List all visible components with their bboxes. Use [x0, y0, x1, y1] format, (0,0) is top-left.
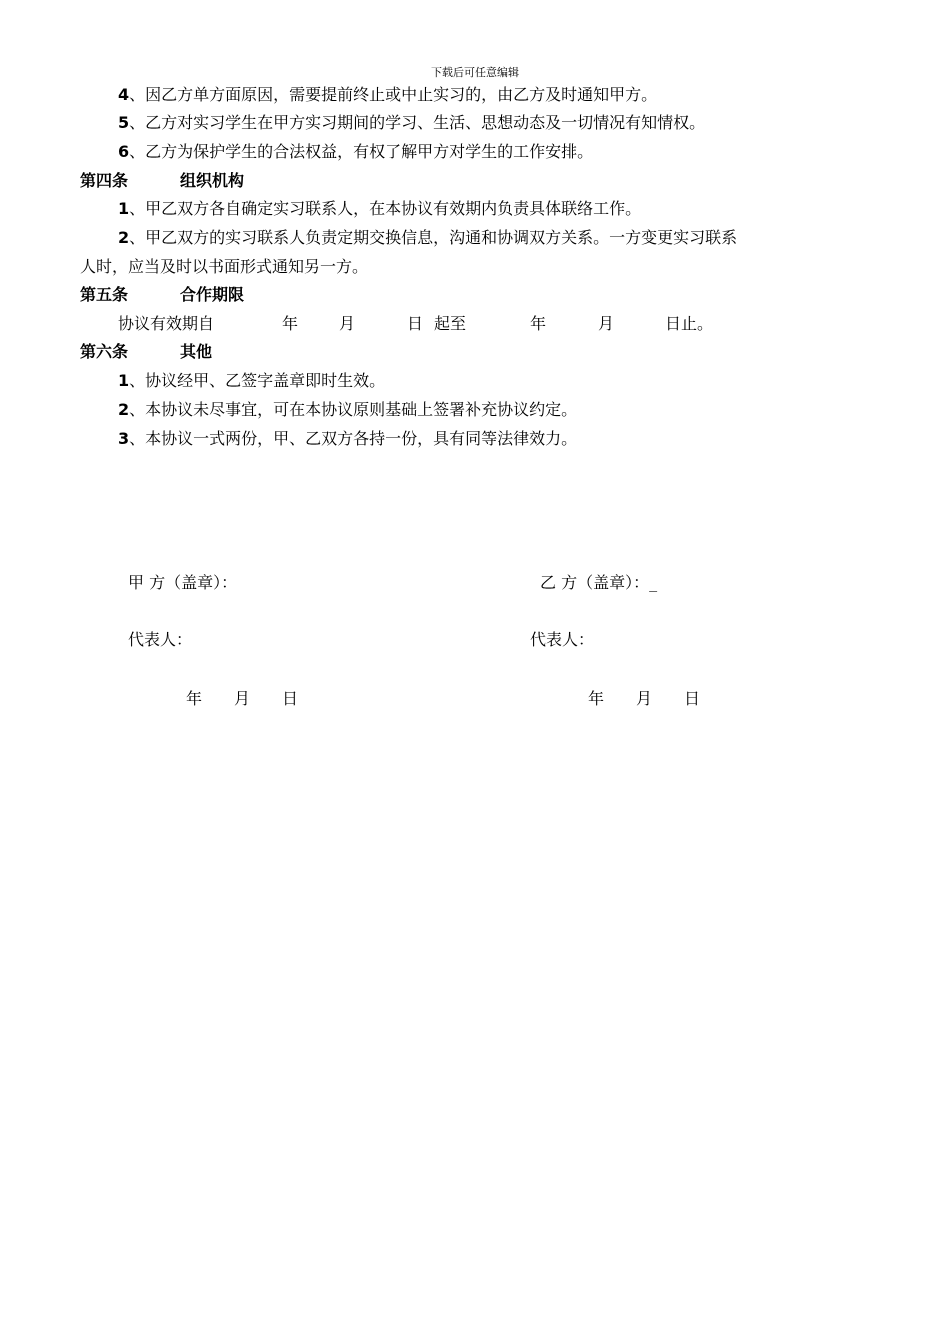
article-title: 合作期限 — [180, 285, 245, 304]
term-month-end: 月 — [598, 314, 615, 333]
party-a-representative: 代表人： — [128, 630, 193, 649]
article6-item-1 — [118, 370, 385, 392]
article5-term — [118, 313, 738, 335]
article4-item-2-line2: 人时，应当及时以书面形式通知另一方。 — [80, 257, 369, 276]
article4-heading — [80, 170, 245, 192]
item-number: 3 — [118, 429, 130, 448]
party-b-seal-label: 乙 方（盖章）：_ — [540, 573, 658, 592]
item-number: 2 — [118, 228, 130, 247]
article-label: 第四条 — [80, 171, 129, 190]
term-year-start: 年 — [282, 314, 299, 333]
term-prefix: 协议有效期自 — [118, 314, 215, 333]
item-text: 、协议经甲、乙签字盖章即时生效。 — [129, 371, 386, 390]
article-label: 第六条 — [80, 342, 129, 361]
article6-item-2 — [118, 399, 577, 421]
article-title: 组织机构 — [180, 171, 245, 190]
article3-item-6 — [118, 141, 593, 163]
term-year-end: 年 — [530, 314, 547, 333]
party-b-date-day: 日 — [684, 689, 701, 708]
party-a-date-day: 日 — [282, 689, 299, 708]
term-end: 日止。 — [665, 314, 714, 333]
item-text: 、甲乙双方的实习联系人负责定期交换信息，沟通和协调双方关系。一方变更实习联系 — [129, 228, 738, 247]
party-b-representative: 代表人： — [530, 630, 595, 649]
item-text: 、乙方为保护学生的合法权益，有权了解甲方对学生的工作安排。 — [129, 142, 594, 161]
article6-heading — [80, 341, 213, 363]
article4-item-1 — [118, 198, 641, 220]
article5-heading — [80, 284, 245, 306]
item-number: 6 — [118, 142, 130, 161]
item-text: 、因乙方单方面原因，需要提前终止或中止实习的，由乙方及时通知甲方。 — [129, 85, 658, 104]
item-text: 、本协议一式两份，甲、乙双方各持一份，具有同等法律效力。 — [129, 429, 578, 448]
party-b-date-year: 年 — [588, 689, 605, 708]
item-text: 、乙方对实习学生在甲方实习期间的学习、生活、思想动态及一切情况有知情权。 — [129, 113, 706, 132]
item-number: 5 — [118, 113, 130, 132]
term-from: 起至 — [434, 314, 467, 333]
item-number: 2 — [118, 400, 130, 419]
article3-item-5 — [118, 112, 705, 134]
term-day-start: 日 — [407, 314, 424, 333]
article6-item-3 — [118, 428, 577, 450]
article4-item-2-line1 — [118, 227, 737, 249]
party-a-seal-label: 甲 方（盖章）： — [128, 573, 238, 592]
party-a-date-year: 年 — [186, 689, 203, 708]
article-label: 第五条 — [80, 285, 129, 304]
party-b-date-month: 月 — [636, 689, 653, 708]
item-number: 4 — [118, 85, 130, 104]
article-title: 其他 — [180, 342, 213, 361]
item-text: 、本协议未尽事宜，可在本协议原则基础上签署补充协议约定。 — [129, 400, 578, 419]
item-text: 、甲乙双方各自确定实习联系人，在本协议有效期内负责具体联络工作。 — [129, 199, 642, 218]
item-number: 1 — [118, 199, 130, 218]
term-month-start: 月 — [339, 314, 356, 333]
item-number: 1 — [118, 371, 130, 390]
party-a-date-month: 月 — [234, 689, 251, 708]
article3-item-4 — [118, 84, 657, 106]
header-note: 下载后可任意编辑 — [431, 66, 519, 79]
